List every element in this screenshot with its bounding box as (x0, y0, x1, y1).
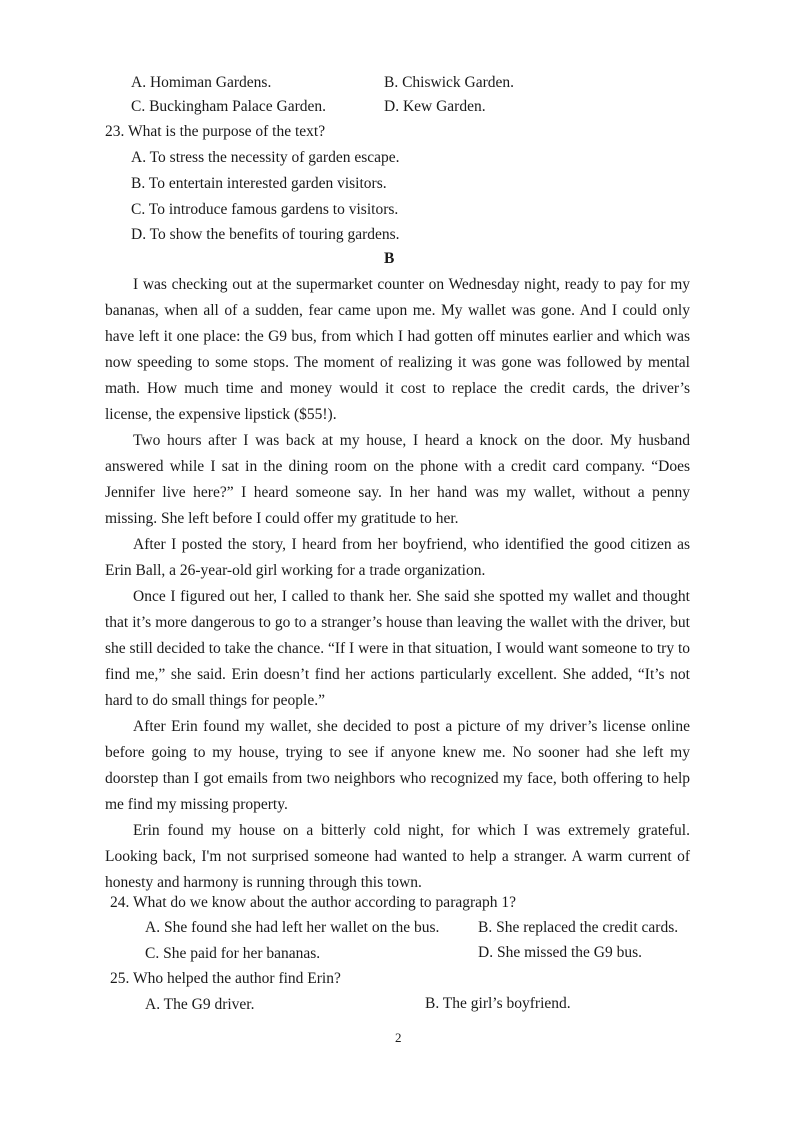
passage-paragraph-1: I was checking out at the supermarket counter on Wednesday night, ready to pay for my bananas, when all of a sudden, fear came upon me. My wallet was gone. And I could only have left it one place: the G9 bus, from which I had gotten off minutes earlier and which was now speeding to some stops. The moment of realizing it was gone was followed by mental math. How much time and money would it cost to replace the credit cards, the driver’s license, the expensive lipstick ($55!). (105, 276, 690, 423)
q25-option-a: A. The G9 driver. (145, 996, 255, 1013)
q23-option-d: D. To show the benefits of touring gardens. (131, 226, 400, 243)
q22-option-d: D. Kew Garden. (384, 98, 486, 115)
q24-option-c: C. She paid for her bananas. (145, 945, 321, 962)
passage-paragraph-3: After I posted the story, I heard from her boyfriend, who identified the good citizen as Erin Ball, a 26-year-old girl working for a trade organization. (105, 536, 690, 579)
q24-option-d: D. She missed the G9 bus. (478, 944, 643, 961)
passage-paragraph-5: After Erin found my wallet, she decided to post a picture of my driver’s license online before going to my house, trying to see if anyone knew me. No sooner had she left my doorstep than I got emails from two neighbors who recognized my face, both offering to help me find my missing property. (105, 718, 690, 813)
passage-paragraph-6: Erin found my house on a bitterly cold night, for which I was extremely grateful. Looking back, I'm not surprised someone had wanted to help a stranger. A warm current of honesty and harmony is running through this town. (105, 822, 690, 891)
q25-question: 25. Who helped the author find Erin? (110, 970, 341, 987)
q23-option-b: B. To entertain interested garden visitors. (131, 175, 387, 192)
q23-option-a: A. To stress the necessity of garden escape. (131, 149, 400, 166)
q22-option-b: B. Chiswick Garden. (384, 74, 515, 91)
q24-question: 24. What do we know about the author according to paragraph 1? (110, 894, 517, 911)
q22-option-c: C. Buckingham Palace Garden. (131, 98, 326, 115)
passage-paragraph-2: Two hours after I was back at my house, I heard a knock on the door. My husband answered while I sat in the dining room on the phone with a credit card company. “Does Jennifer live here?” I heard someone say. In her hand was my wallet, without a penny missing. She left before I could offer my gratitude to her. (105, 432, 690, 527)
q24-option-b: B. She replaced the credit cards. (478, 919, 679, 936)
q25-option-b: B. The girl’s boyfriend. (425, 995, 571, 1012)
q24-option-a: A. She found she had left her wallet on the bus. (145, 919, 440, 936)
passage-paragraph-4: Once I figured out her, I called to thank her. She said she spotted my wallet and thought that it’s more dangerous to go to a stranger’s house than leaving the wallet with the driver, but she still decided to take the chance. “If I were in that situation, I would want someone to try to find me,” she said. Erin doesn’t find her actions particularly excellent. She added, “It’s not hard to do small things for people.” (105, 588, 690, 709)
q22-option-a: A. Homiman Gardens. (131, 74, 272, 91)
q23-question: 23. What is the purpose of the text? (105, 123, 326, 140)
q23-option-c: C. To introduce famous gardens to visitors. (131, 201, 399, 218)
passage (105, 272, 690, 896)
section-label: B (384, 250, 395, 267)
page-number: 2 (395, 1030, 402, 1045)
